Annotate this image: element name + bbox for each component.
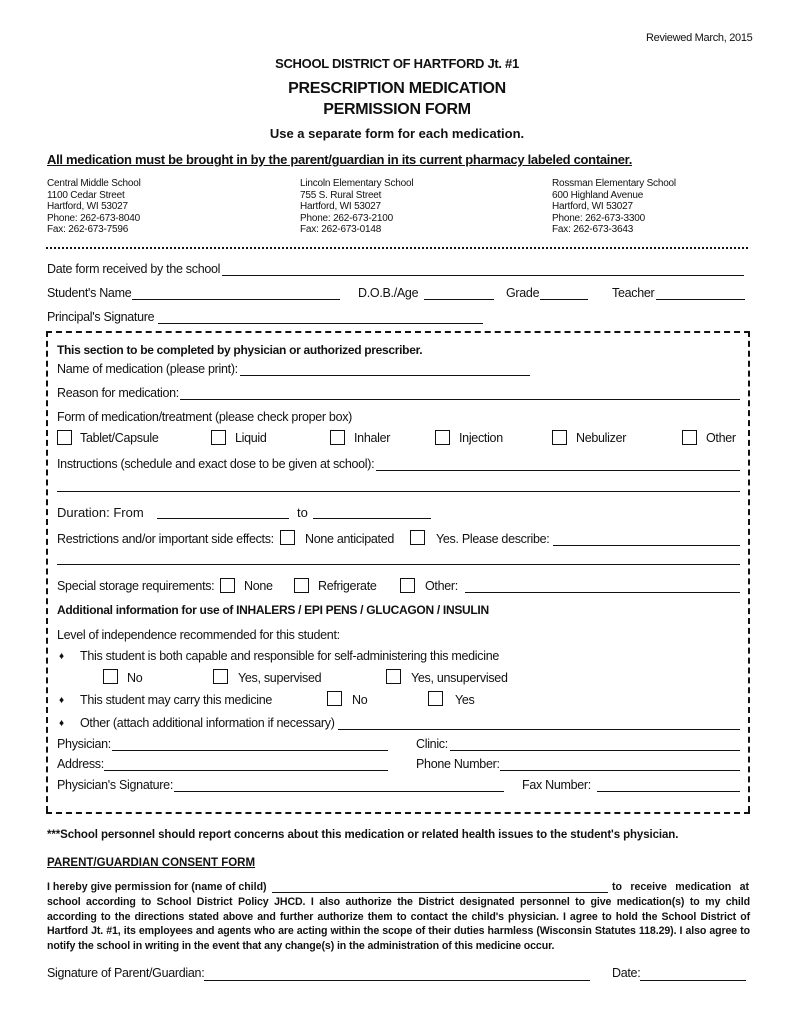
phone-number-field[interactable] [500, 770, 740, 771]
physician-section-heading: This section to be completed by physician or authorized prescriber. [57, 343, 423, 357]
side-effects-field-continued[interactable] [57, 564, 740, 565]
fax-number-label: Fax Number: [522, 778, 591, 792]
district-name: SCHOOL DISTRICT OF HARTFORD Jt. #1 [275, 56, 519, 71]
consent-date-label: Date: [612, 966, 641, 980]
instructions-field-continued[interactable] [57, 491, 740, 492]
reason-field[interactable] [180, 399, 740, 400]
injection-checkbox[interactable] [435, 430, 450, 445]
school-divider [46, 247, 748, 249]
duration-to-label: to [297, 505, 308, 520]
form-title-line1: PRESCRIPTION MEDICATION [288, 80, 506, 97]
physician-section-border-bottom [46, 812, 750, 814]
carry-no-checkbox[interactable] [327, 691, 342, 706]
carry-label: This student may carry this medicine [80, 693, 273, 707]
nebulizer-label: Nebulizer [576, 431, 627, 445]
storage-other-field[interactable] [465, 592, 740, 593]
liquid-label: Liquid [235, 431, 267, 445]
parent-signature-label: Signature of Parent/Guardian: [47, 966, 205, 980]
date-received-label: Date form received by the school [47, 262, 221, 276]
grade-label: Grade [506, 286, 540, 300]
inhaler-checkbox[interactable] [330, 430, 345, 445]
none-anticipated-checkbox[interactable] [280, 530, 295, 545]
physician-section-border-right [748, 331, 750, 812]
other-form-checkbox[interactable] [682, 430, 697, 445]
storage-other-checkbox[interactable] [400, 578, 415, 593]
phone-number-label: Phone Number: [416, 757, 500, 771]
duration-from-field[interactable] [157, 518, 289, 519]
storage-none-label: None [244, 579, 273, 593]
bullet-diamond-icon: ♦ [59, 695, 65, 706]
none-anticipated-label: None anticipated [305, 532, 395, 546]
other-info-label: Other (attach additional information if necessary) [80, 716, 335, 730]
physician-signature-field[interactable] [174, 791, 504, 792]
medication-name-label: Name of medication (please print): [57, 362, 238, 376]
yes-unsupervised-label: Yes, unsupervised [411, 671, 508, 685]
reason-label: Reason for medication: [57, 386, 179, 400]
storage-label: Special storage requirements: [57, 579, 215, 593]
side-effects-field[interactable] [553, 545, 740, 546]
liquid-checkbox[interactable] [211, 430, 226, 445]
school-lincoln: Lincoln Elementary School 755 S. Rural Street Hartford, WI 53027 Phone: 262-673-2100 Fax: 262-673-0148 [300, 178, 414, 235]
yes-describe-checkbox[interactable] [410, 530, 425, 545]
other-info-field[interactable] [338, 729, 740, 730]
parent-signature-field[interactable] [204, 980, 590, 981]
school-central: Central Middle School 1100 Cedar Street Hartford, WI 53027 Phone: 262-673-8040 Fax: 262-673-7596 [47, 178, 141, 235]
physician-field[interactable] [112, 750, 388, 751]
yes-describe-label: Yes. Please describe: [436, 532, 550, 546]
form-of-medication-label: Form of medication/treatment (please check proper box) [57, 410, 353, 424]
teacher-field[interactable] [656, 299, 745, 300]
storage-none-checkbox[interactable] [220, 578, 235, 593]
capable-no-label: No [127, 671, 143, 685]
principal-signature-label: Principal's Signature [47, 310, 155, 324]
bullet-diamond-icon: ♦ [59, 651, 65, 662]
duration-from-label: Duration: From [57, 505, 144, 520]
inhaler-label: Inhaler [354, 431, 391, 445]
instructions-field[interactable] [376, 470, 740, 471]
date-received-field[interactable] [222, 275, 744, 276]
duration-to-field[interactable] [313, 518, 431, 519]
tablet-capsule-checkbox[interactable] [57, 430, 72, 445]
fax-number-field[interactable] [597, 791, 740, 792]
restrictions-label: Restrictions and/or important side effects: [57, 532, 274, 546]
consent-permission-end: to receive medication at [612, 881, 749, 893]
school-personnel-note: ***School personnel should report concerns about this medication or related health issues to the student's physician. [47, 829, 679, 841]
injection-label: Injection [459, 431, 503, 445]
physician-section-border-left [46, 331, 48, 812]
refrigerate-checkbox[interactable] [294, 578, 309, 593]
container-notice: All medication must be brought in by the parent/guardian in its current pharmacy labeled container. [47, 152, 633, 167]
address-field[interactable] [104, 770, 388, 771]
yes-supervised-checkbox[interactable] [213, 669, 228, 684]
principal-signature-field[interactable] [158, 323, 483, 324]
consent-permission-start: I hereby give permission for (name of child) [47, 881, 267, 893]
instructions-label: Instructions (schedule and exact dose to be given at school): [57, 457, 375, 471]
bullet-diamond-icon: ♦ [59, 718, 65, 729]
physician-section-border-top [46, 331, 750, 333]
student-name-field[interactable] [132, 299, 340, 300]
form-subtitle: Use a separate form for each medication. [269, 126, 525, 141]
tablet-capsule-label: Tablet/Capsule [80, 431, 159, 445]
yes-supervised-label: Yes, supervised [238, 671, 322, 685]
carry-yes-checkbox[interactable] [428, 691, 443, 706]
refrigerate-label: Refrigerate [318, 579, 377, 593]
nebulizer-checkbox[interactable] [552, 430, 567, 445]
yes-unsupervised-checkbox[interactable] [386, 669, 401, 684]
dob-age-field[interactable] [424, 299, 494, 300]
carry-yes-label: Yes [455, 693, 475, 707]
physician-signature-label: Physician's Signature: [57, 778, 173, 792]
physician-label: Physician: [57, 737, 111, 751]
consent-paragraph: school according to School District Policy JHCD. I also authorize the District designated personnel to give medication(s) to my child according to the directions stated above and further authorize them to contact the child's physician. I agree to hold the School District of Hartford Jt. #1, its employees and agents who are acting within the scope of their duties harmless (Wisconsin Statutes 118.29). I also agree to notify the school in writing in the event that any change(s) in the administration of this medicine occur. [47, 896, 750, 952]
dob-age-label: D.O.B./Age [358, 286, 419, 300]
independence-label: Level of independence recommended for this student: [57, 628, 340, 642]
form-title-line2: PERMISSION FORM [323, 101, 471, 118]
reviewed-date: Reviewed March, 2015 [646, 32, 753, 44]
teacher-label: Teacher [612, 286, 655, 300]
medication-name-field[interactable] [240, 375, 530, 376]
school-rossman: Rossman Elementary School 600 Highland Avenue Hartford, WI 53027 Phone: 262-673-3300 Fax: 262-673-3643 [552, 178, 676, 235]
consent-date-field[interactable] [640, 980, 746, 981]
other-form-label: Other [706, 431, 736, 445]
capable-label: This student is both capable and responsible for self-administering this medicine [80, 649, 499, 663]
consent-heading: PARENT/GUARDIAN CONSENT FORM [47, 857, 256, 869]
clinic-field[interactable] [450, 750, 740, 751]
grade-field[interactable] [540, 299, 588, 300]
clinic-label: Clinic: [416, 737, 448, 751]
additional-info-heading: Additional information for use of INHALERS / EPI PENS / GLUCAGON / INSULIN [57, 603, 489, 617]
storage-other-label: Other: [425, 579, 458, 593]
student-name-label: Student's Name [47, 286, 132, 300]
child-name-field[interactable] [272, 892, 608, 893]
carry-no-label: No [352, 693, 368, 707]
address-label: Address: [57, 757, 104, 771]
capable-no-checkbox[interactable] [103, 669, 118, 684]
